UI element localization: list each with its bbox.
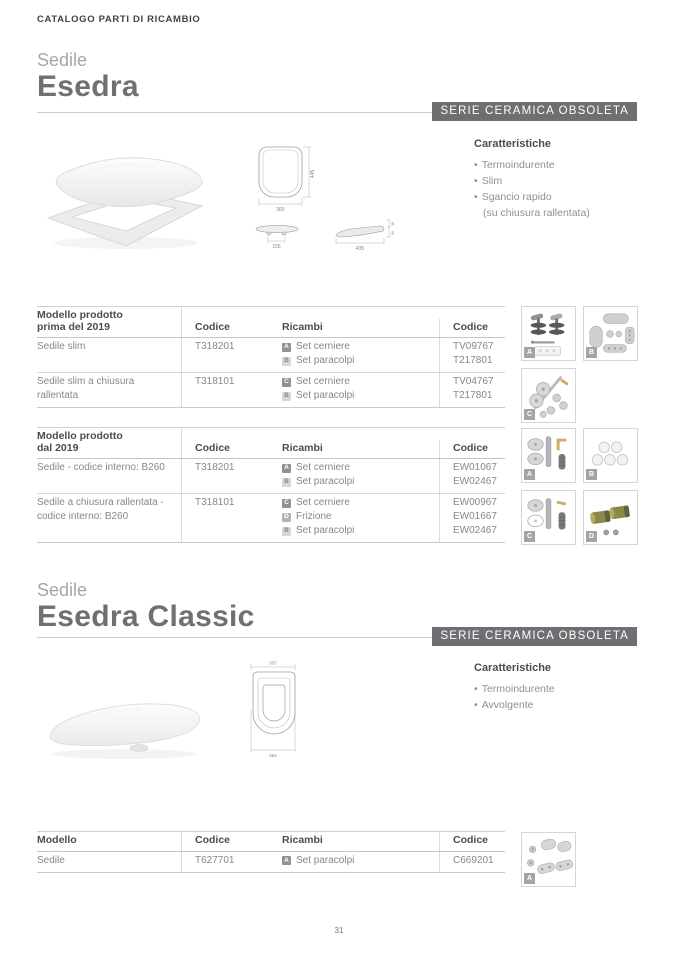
column-header-codice-ricambio: Codice xyxy=(453,834,489,846)
feature-item: • Termoindurente xyxy=(474,683,555,695)
column-header-codice-ricambio: Codice xyxy=(453,441,489,454)
dim-side-h1: 15 xyxy=(391,222,395,226)
table-header-row xyxy=(37,307,505,338)
part-photo-classic-buffers xyxy=(521,832,576,887)
part-key-badge: A xyxy=(282,464,291,473)
part-codes-cell: EW00967 EW01667 EW02467 xyxy=(453,497,497,536)
part-key-badge: C xyxy=(282,499,291,508)
part-line: B Set paracolpi xyxy=(282,354,439,368)
part-codes-cell: C669201 xyxy=(453,854,494,866)
bullet-icon: • xyxy=(474,175,478,187)
part-photo-hinge-kit xyxy=(521,368,576,423)
column-header-model: Modello xyxy=(37,832,182,851)
part-label: D xyxy=(586,531,597,542)
part-label: B xyxy=(586,469,597,480)
part-key-badge: B xyxy=(282,478,291,487)
column-header-codice: Codice xyxy=(195,441,231,454)
parts-cell xyxy=(282,373,440,407)
part-codes-cell: TV09767 T217801 xyxy=(453,341,494,366)
bullet-icon: • xyxy=(474,159,478,171)
column-header-codice: Codice xyxy=(195,320,231,333)
part-photo-friction xyxy=(583,490,638,545)
part-key-badge: B xyxy=(282,527,291,536)
code-cell: T318101 xyxy=(195,497,235,508)
part-label: C xyxy=(524,531,535,542)
model-cell: Sedile a chiusura rallentata - codice interno: B260 xyxy=(37,494,182,542)
part-line: D Frizione xyxy=(282,510,439,524)
part-label: C xyxy=(524,409,535,420)
part-line: C Set cerniere xyxy=(282,496,439,510)
classic-seat-photo xyxy=(42,678,207,766)
parts-cell xyxy=(282,852,440,872)
table-row xyxy=(37,338,505,372)
product-title-classic: Esedra Classic xyxy=(37,600,255,633)
model-cell: Sedile slim a chiusura rallentata xyxy=(37,373,182,407)
part-key-badge: B xyxy=(282,392,291,401)
part-line: B Set paracolpi xyxy=(282,475,439,489)
dim-side-h2: 50 xyxy=(391,231,395,235)
table-header-row xyxy=(37,428,505,459)
part-photo-round-buffers xyxy=(583,428,638,483)
part-codes-cell: TV04767 T217801 xyxy=(453,376,494,401)
part-key-badge: D xyxy=(282,513,291,522)
column-header-codice: Codice xyxy=(195,834,231,846)
title-rule xyxy=(37,112,461,113)
part-label: A xyxy=(524,469,535,480)
code-cell: T318201 xyxy=(195,341,235,352)
parts-cell xyxy=(282,494,440,542)
part-label: A xyxy=(524,873,535,884)
part-line: B Set paracolpi xyxy=(282,524,439,538)
part-photo-hinge-a xyxy=(521,428,576,483)
bullet-icon: • xyxy=(474,683,478,695)
esedra-features xyxy=(474,138,654,221)
part-key-badge: A xyxy=(282,856,291,865)
code-cell: T627701 xyxy=(195,854,235,866)
feature-item: • Sgancio rapido xyxy=(474,191,552,203)
column-header-ricambi: Ricambi xyxy=(282,832,440,851)
part-line: A Set cerniere xyxy=(282,461,439,475)
classic-technical-drawing xyxy=(238,660,310,762)
part-codes-cell: EW01067 EW02467 xyxy=(453,462,497,487)
model-cell: Sedile slim xyxy=(37,338,182,372)
column-header-ricambi: Ricambi xyxy=(282,440,440,459)
part-photo-hinge-c xyxy=(521,490,576,545)
part-line: B Set paracolpi xyxy=(282,389,439,403)
dim-depth: 445 xyxy=(310,169,316,179)
part-line: A Set paracolpi xyxy=(282,854,439,868)
table-row xyxy=(37,493,505,542)
part-line: C Set cerniere xyxy=(282,375,439,389)
table-post2019 xyxy=(37,427,505,543)
part-label: A xyxy=(524,347,535,358)
table-pre2019 xyxy=(37,306,505,408)
bullet-icon: • xyxy=(474,699,478,711)
column-header-model: Modello prodotto prima del 2019 xyxy=(37,307,182,337)
part-key-badge: C xyxy=(282,378,291,387)
feature-item: • Avvolgente xyxy=(474,699,534,711)
product-title-esedra: Esedra xyxy=(37,70,139,103)
part-line: A Set cerniere xyxy=(282,340,439,354)
table-row xyxy=(37,372,505,407)
column-header-codice-ricambio: Codice xyxy=(453,320,489,333)
product-kicker: Sedile xyxy=(37,580,88,600)
model-cell: Sedile xyxy=(37,852,182,872)
feature-item-note: (su chiusura rallentata) xyxy=(483,207,590,219)
title-rule xyxy=(37,637,461,638)
series-obsolete-badge: SERIE CERAMICA OBSOLETA xyxy=(432,627,637,646)
classic-features xyxy=(474,662,654,713)
part-photo-hinges xyxy=(521,306,576,361)
table-row xyxy=(37,459,505,493)
model-cell: Sedile - codice interno: B260 xyxy=(37,459,182,493)
esedra-seat-photo xyxy=(38,138,208,252)
column-header-model: Modello prodotto dal 2019 xyxy=(37,428,182,458)
esedra-technical-drawing xyxy=(250,140,400,260)
column-header-ricambi: Ricambi xyxy=(282,319,440,338)
table-header-row xyxy=(37,832,505,852)
dim-bottom: 364 xyxy=(269,753,277,758)
dim-width: 365 xyxy=(276,207,285,213)
series-obsolete-badge: SERIE CERAMICA OBSOLETA xyxy=(432,102,637,121)
part-label: B xyxy=(586,347,597,358)
table-classic xyxy=(37,831,505,873)
code-cell: T318201 xyxy=(195,462,235,473)
parts-cell xyxy=(282,338,440,372)
parts-cell xyxy=(282,459,440,493)
part-key-badge: B xyxy=(282,357,291,366)
document-header: CATALOGO PARTI DI RICAMBIO xyxy=(37,14,201,25)
product-kicker: Sedile xyxy=(37,50,88,70)
bullet-icon: • xyxy=(474,191,478,203)
part-photo-buffers xyxy=(583,306,638,361)
feature-item: • Termoindurente xyxy=(474,159,555,171)
table-row xyxy=(37,852,505,872)
features-title: Caratteristiche xyxy=(474,662,552,674)
code-cell: T318101 xyxy=(195,376,235,387)
dim-top: 337 xyxy=(269,660,277,666)
dim-front-width: 155 xyxy=(272,244,281,250)
feature-item: • Slim xyxy=(474,175,503,187)
dim-side-length: 435 xyxy=(355,246,365,252)
features-title: Caratteristiche xyxy=(474,138,552,150)
part-key-badge: A xyxy=(282,343,291,352)
page-number: 31 xyxy=(334,926,344,935)
